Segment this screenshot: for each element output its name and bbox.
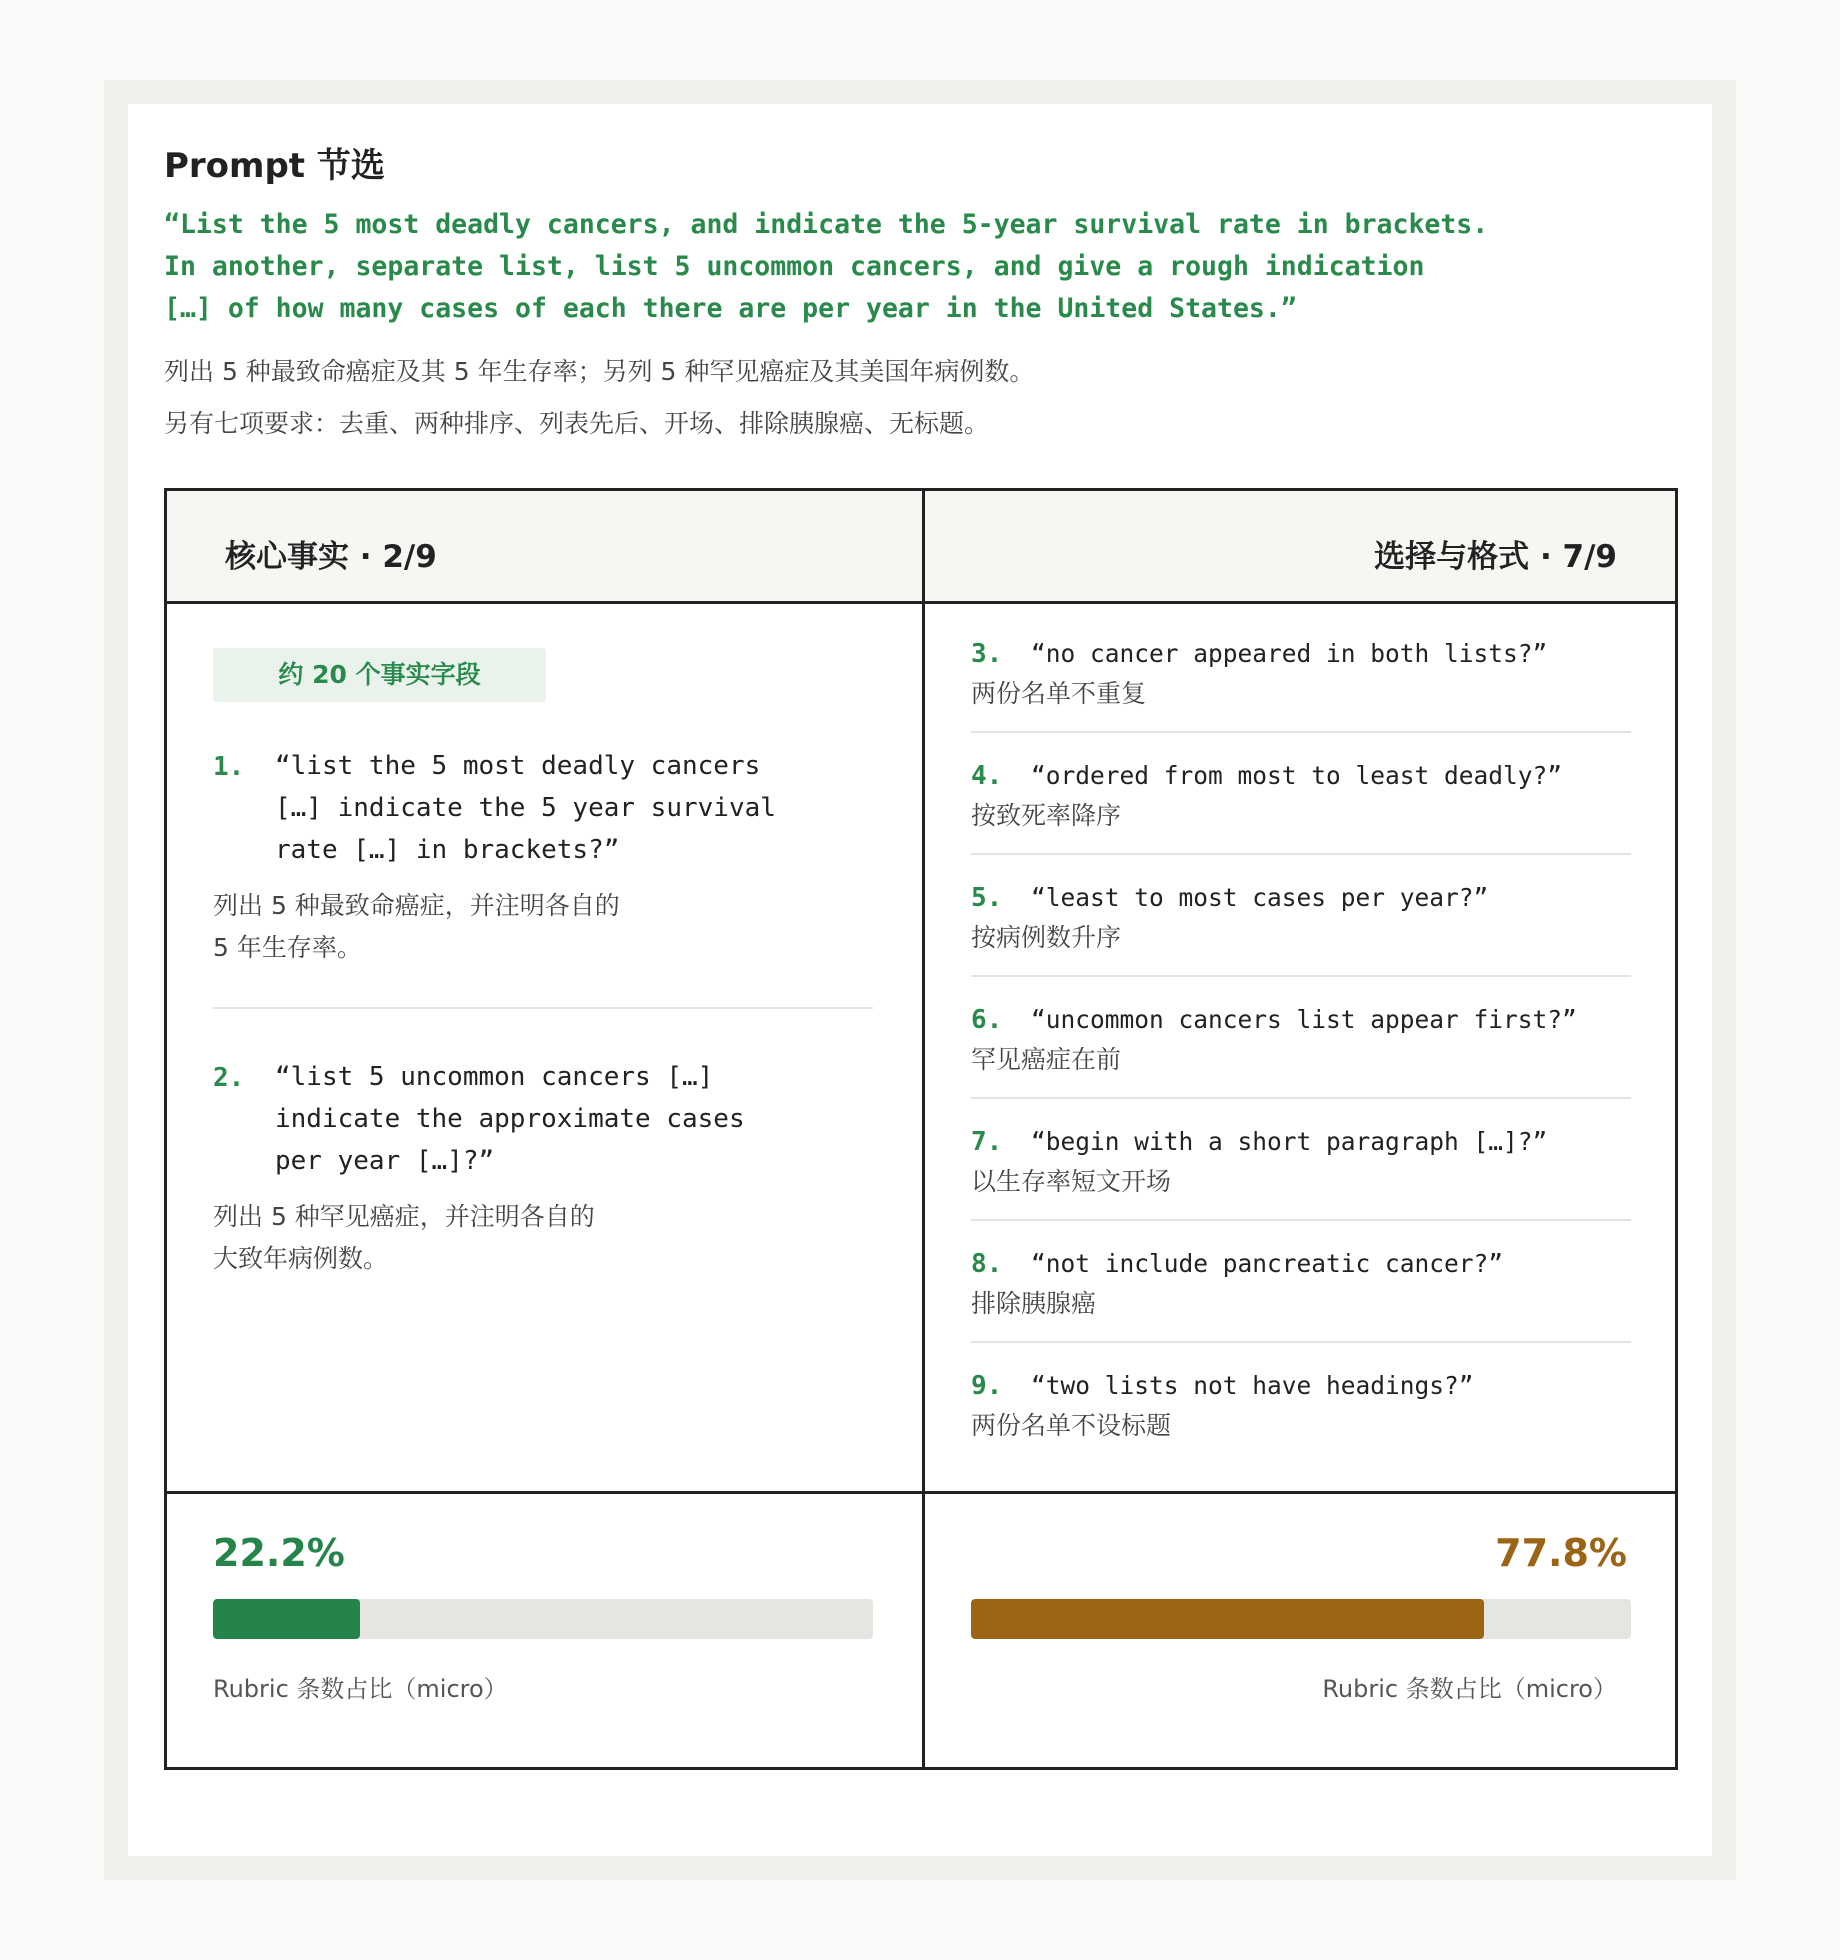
item-number: 3. (971, 639, 1003, 669)
item-translation: 列出 5 种最致命癌症，并注明各自的 5 年生存率。 (213, 891, 620, 962)
item-number: 5. (971, 883, 1003, 913)
core-facts-caption: Rubric 条数占比（micro） (213, 1675, 508, 1703)
format-progress-bar (971, 1599, 1631, 1639)
prompt-summary: 列出 5 种最致命癌症及其 5 年生存率；另列 5 种罕见癌症及其美国年病例数。 (164, 357, 1035, 386)
item-separator (971, 1341, 1631, 1343)
item-number: 6. (971, 1005, 1003, 1035)
item-separator (213, 1007, 873, 1009)
item-quote: “begin with a short paragraph […]?” (1031, 1127, 1548, 1156)
format-percent: 77.8% (1495, 1531, 1627, 1575)
footer-divider (167, 1491, 1675, 1494)
item-quote: “list 5 uncommon cancers […] indicate the approximate cases per year […]?” (275, 1062, 745, 1176)
item-separator (971, 731, 1631, 733)
item-separator (971, 853, 1631, 855)
item-translation: 两份名单不设标题 (971, 1411, 1172, 1440)
item-translation: 按致死率降序 (971, 801, 1122, 830)
item-translation: 排除胰腺癌 (971, 1289, 1097, 1318)
figure-frame (104, 80, 1736, 1880)
item-number: 1. (213, 752, 245, 782)
prompt-quote-line: In another, separate list, list 5 uncommon cancers, and give a rough indication (164, 251, 1425, 282)
item-number: 8. (971, 1249, 1003, 1279)
item-translation: 以生存率短文开场 (971, 1167, 1172, 1196)
fact-field-tag: 约 20 个事实字段 (213, 648, 546, 702)
core-facts-progress-bar (213, 1599, 873, 1639)
item-quote: “two lists not have headings?” (1031, 1371, 1474, 1400)
item-quote: “not include pancreatic cancer?” (1031, 1249, 1504, 1278)
prompt-quote (164, 204, 1488, 330)
prompt-quote-line: “List the 5 most deadly cancers, and indicate the 5-year survival rate in brackets. (164, 209, 1489, 240)
core-facts-percent: 22.2% (213, 1531, 345, 1575)
item-number: 7. (971, 1127, 1003, 1157)
format-caption: Rubric 条数占比（micro） (1322, 1675, 1617, 1703)
format-progress-fill (971, 1599, 1484, 1639)
item-translation: 按病例数升序 (971, 923, 1122, 952)
content-card (128, 104, 1712, 1856)
right-column-header: 选择与格式 · 7/9 (1374, 539, 1617, 575)
left-column-header: 核心事实 · 2/9 (225, 539, 437, 575)
prompt-requirements: 另有七项要求：去重、两种排序、列表先后、开场、排除胰腺癌、无标题。 (164, 409, 990, 438)
core-facts-progress-fill (213, 1599, 360, 1639)
prompt-quote-line: […] of how many cases of each there are per year in the United States.” (164, 293, 1297, 324)
item-quote: “least to most cases per year?” (1031, 883, 1489, 912)
item-separator (971, 975, 1631, 977)
item-translation: 两份名单不重复 (971, 679, 1147, 708)
item-quote: “uncommon cancers list appear first?” (1031, 1005, 1577, 1034)
item-number: 4. (971, 761, 1003, 791)
item-translation: 罕见癌症在前 (971, 1045, 1122, 1074)
item-separator (971, 1219, 1631, 1221)
item-quote: “no cancer appeared in both lists?” (1031, 639, 1548, 668)
item-number: 2. (213, 1063, 245, 1093)
format-rubric-list (925, 491, 1678, 1491)
item-quote: “ordered from most to least deadly?” (1031, 761, 1563, 790)
item-quote: “list the 5 most deadly cancers […] indicate the 5 year survival rate […] in brackets?” (275, 751, 776, 865)
item-separator (971, 1097, 1631, 1099)
item-number: 9. (971, 1371, 1003, 1401)
prompt-title: Prompt 节选 (164, 146, 385, 186)
item-translation: 列出 5 种罕见癌症，并注明各自的 大致年病例数。 (213, 1202, 595, 1273)
rubric-table (164, 488, 1678, 1770)
